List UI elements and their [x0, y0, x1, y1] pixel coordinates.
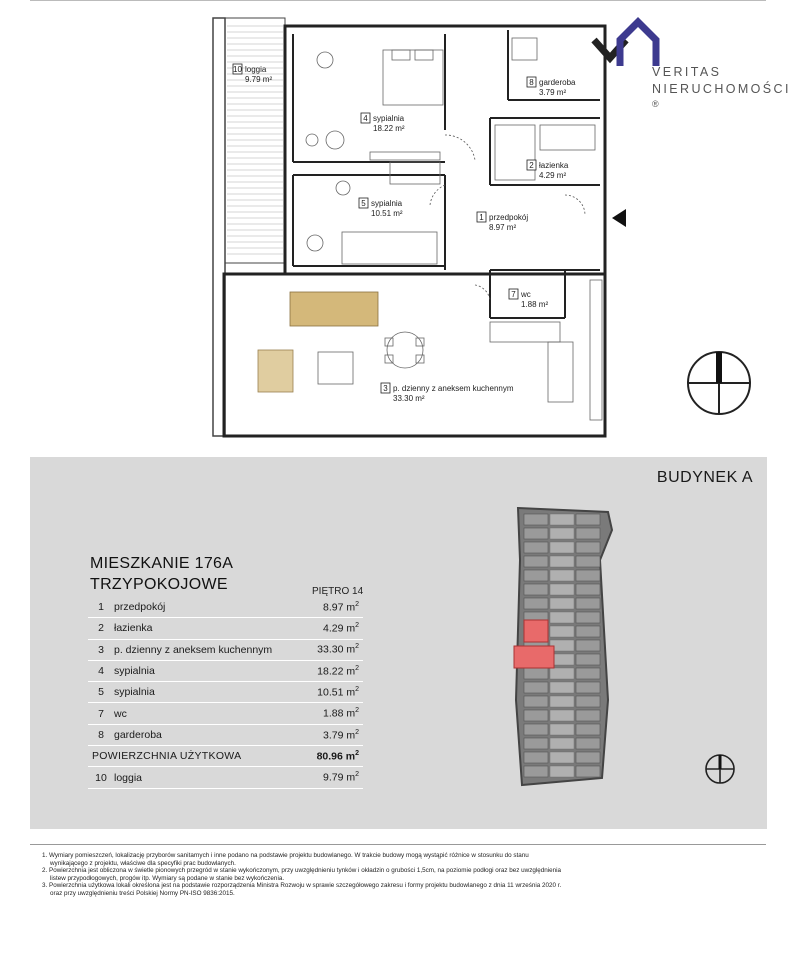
plan-label-number: 7 [511, 290, 516, 299]
unit-right [576, 612, 600, 623]
corridor-cell [550, 570, 574, 581]
unit-right [576, 514, 600, 525]
corridor-cell [550, 528, 574, 539]
room-name: loggia [114, 767, 306, 788]
note-1: 1. Wymiary pomieszczeń, lokalizację przyborów sanitarnych i inne podano na podstawie projektu budowlanego. W trakcie budowy mogą wystąpić różnice w stosunku do stanu [42, 852, 529, 859]
room-number: 10 [88, 767, 114, 788]
plan-label-number: 2 [529, 161, 534, 170]
footnotes [42, 852, 742, 898]
unit-right [576, 542, 600, 553]
room-row [88, 682, 363, 703]
building-title: BUDYNEK A [656, 469, 753, 486]
unit-left [524, 738, 548, 749]
unit-left [524, 752, 548, 763]
note-2: 2. Powierzchnia jest obliczona w świetle pionowych przegród w stanie wykończonym, przy uwzględnieniu tynków i okładzin o grubości 1,5cm, na poziomie podłogi oraz bez uwzględnienia [42, 867, 562, 875]
plan-label-area: 1.88 m² [521, 300, 549, 309]
room-area: 10.51 $m^2$ [306, 682, 363, 703]
plan-label-2 [527, 160, 569, 180]
corridor-cell [550, 710, 574, 721]
footer-rule [30, 844, 766, 845]
plan-label-1 [477, 212, 528, 232]
unit-right [576, 640, 600, 651]
plan-label-name: przedpokój [489, 213, 529, 222]
corridor-cell [550, 696, 574, 707]
unit-right [576, 598, 600, 609]
room-number: 4 [88, 660, 114, 681]
plan-label-number: 3 [383, 384, 388, 393]
room-area: 3.79 $m^2$ [306, 724, 363, 745]
room-number: 5 [88, 682, 114, 703]
room-row [88, 639, 363, 660]
corridor-cell [550, 766, 574, 777]
room-name: wc [114, 703, 306, 724]
apartment-title: MIESZKANIE 176A [90, 555, 234, 572]
unit-left [524, 542, 548, 553]
plan-label-name: p. dzienny z aneksem kuchennym [393, 384, 514, 393]
unit-left [524, 668, 548, 679]
unit-right [576, 696, 600, 707]
compass-large [688, 352, 750, 414]
plan-label-7 [509, 289, 548, 309]
unit-left [524, 598, 548, 609]
corridor-cell [550, 598, 574, 609]
plan-label-4 [361, 113, 405, 133]
plan-label-name: łazienka [539, 161, 569, 170]
room-row [88, 767, 363, 788]
apartment-highlight [514, 646, 554, 668]
floor-label: PIĘTRO 14 [312, 586, 364, 597]
apartment-highlight [524, 620, 548, 642]
room-area: 33.30 $m^2$ [306, 639, 363, 660]
brand-name: VERITAS [652, 65, 722, 79]
corridor-cell [550, 514, 574, 525]
plan-label-area: 18.22 m² [373, 124, 405, 133]
unit-right [576, 556, 600, 567]
unit-left [524, 724, 548, 735]
room-name: p. dzienny z aneksem kuchennym [114, 639, 306, 660]
corridor-cell [550, 752, 574, 763]
plan-label-3 [381, 383, 514, 403]
room-number: 7 [88, 703, 114, 724]
corridor-cell [550, 724, 574, 735]
apartment-type: TRZYPOKOJOWE [90, 576, 228, 593]
room-name: sypialnia [114, 660, 306, 681]
total-label: POWIERZCHNIA UŻYTKOWA [88, 746, 306, 767]
room-area: 1.88 $m^2$ [306, 703, 363, 724]
building-key-plan [480, 500, 620, 790]
plan-label-name: garderoba [539, 78, 576, 87]
unit-right [576, 682, 600, 693]
room-name: przedpokój [114, 597, 306, 618]
unit-right [576, 738, 600, 749]
corridor-cell [550, 584, 574, 595]
corridor-cell [550, 542, 574, 553]
armchair [258, 350, 293, 392]
room-area: 4.29 $m^2$ [306, 618, 363, 639]
plan-label-name: sypialnia [371, 199, 403, 208]
unit-left [524, 696, 548, 707]
unit-left [524, 710, 548, 721]
unit-right [576, 584, 600, 595]
rooms-table [88, 597, 363, 789]
plan-label-number: 5 [361, 199, 366, 208]
unit-right [576, 528, 600, 539]
room-row [88, 597, 363, 618]
brand-subname: NIERUCHOMOŚCI ® [652, 82, 791, 109]
plan-label-number: 10 [233, 65, 242, 74]
room-name: łazienka [114, 618, 306, 639]
corridor-cell [550, 682, 574, 693]
entrance-arrow [612, 209, 626, 227]
plan-label-area: 9.79 m² [245, 75, 273, 84]
unit-left [524, 766, 548, 777]
plan-label-name: wc [521, 290, 531, 299]
unit-left [524, 570, 548, 581]
unit-right [576, 724, 600, 735]
room-area: 18.22 $m^2$ [306, 660, 363, 681]
unit-right [576, 752, 600, 763]
plan-label-area: 4.29 m² [539, 171, 567, 180]
note-2-cont: listew przypodłogowych, progów itp. Wymiary są podane w stanie bez wykończenia. [50, 874, 285, 882]
note-3-cont: oraz przy uwzględnieniu treści Polskiej Normy PN-ISO 9836:2015. [50, 889, 235, 897]
corridor-cell [550, 738, 574, 749]
plan-label-area: 33.30 m² [393, 394, 425, 403]
unit-right [576, 710, 600, 721]
room-row [88, 724, 363, 745]
plan-label-name: sypialnia [373, 114, 405, 123]
room-number: 8 [88, 724, 114, 745]
room-name: sypialnia [114, 682, 306, 703]
plan-label-name: loggia [245, 65, 267, 74]
unit-right [576, 766, 600, 777]
info-panel [30, 457, 767, 829]
unit-left [524, 514, 548, 525]
sofa [290, 292, 378, 326]
unit-left [524, 528, 548, 539]
plan-label-area: 10.51 m² [371, 209, 403, 218]
corridor-cell [550, 612, 574, 623]
unit-right [576, 668, 600, 679]
room-row [88, 618, 363, 639]
room-number: 3 [88, 639, 114, 660]
unit-right [576, 654, 600, 665]
room-row [88, 703, 363, 724]
unit-left [524, 682, 548, 693]
room-name: garderoba [114, 724, 306, 745]
corridor-cell [550, 668, 574, 679]
plan-label-area: 3.79 m² [539, 88, 567, 97]
corridor-cell [550, 556, 574, 567]
room-row [88, 660, 363, 681]
plan-label-5 [359, 198, 403, 218]
room-area: 9.79 $m^2$ [306, 767, 363, 788]
unit-right [576, 626, 600, 637]
room-number: 1 [88, 597, 114, 618]
unit-left [524, 556, 548, 567]
plan-label-number: 4 [363, 114, 368, 123]
plan-label-area: 8.97 m² [489, 223, 517, 232]
note-3: 3. Powierzchnia użytkowa lokali określona jest na podstawie rozporządzenia Ministra Rozwoju w sprawie szczegółowego zakresu i formy projektu budowlanego z dnia 11 września 2020 r. [42, 882, 562, 890]
room-row [88, 746, 363, 767]
plan-label-number: 8 [529, 78, 534, 87]
room-area: 8.97 $m^2$ [306, 597, 363, 618]
corridor-cell [550, 626, 574, 637]
plan-label-number: 1 [479, 213, 484, 222]
unit-right [576, 570, 600, 581]
unit-left [524, 584, 548, 595]
note-1-cont: wynikającego z projektu, właściwe dla specyfiki prac budowlanych. [50, 859, 236, 867]
plan-label-8 [527, 77, 576, 97]
room-area: 80.96 $m^2$ [306, 746, 363, 767]
room-number: 2 [88, 618, 114, 639]
compass-small [703, 752, 737, 786]
